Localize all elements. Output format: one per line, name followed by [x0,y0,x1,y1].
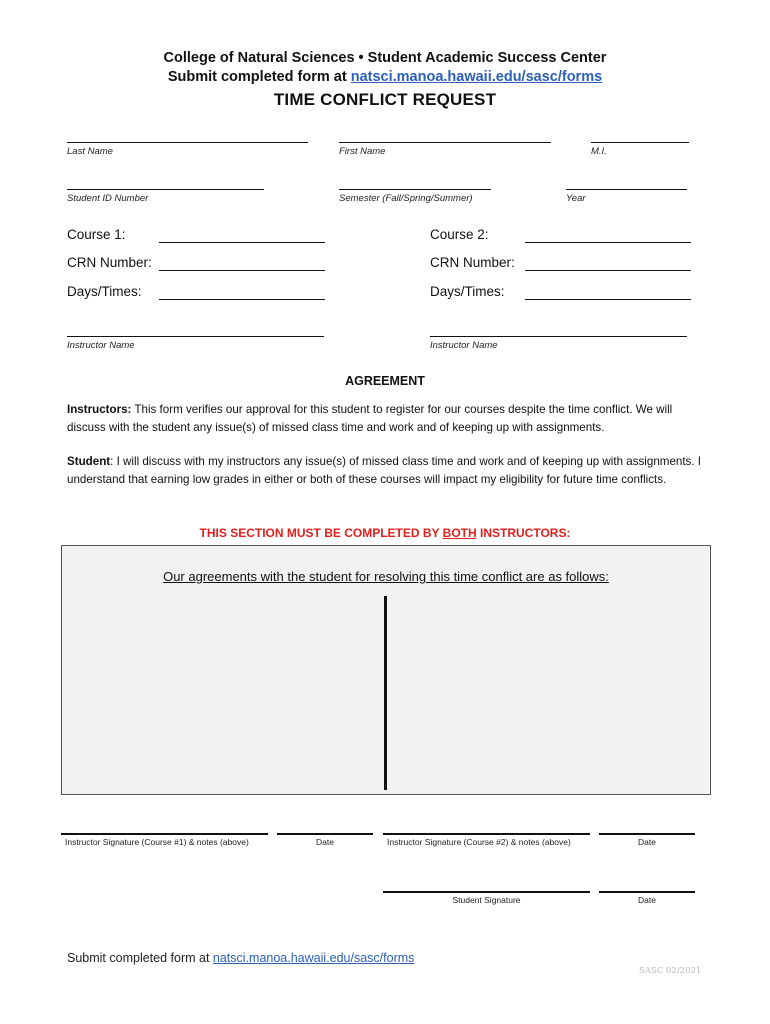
student-id-label: Student ID Number [67,193,149,204]
footer-prefix: Submit completed form at [67,951,213,965]
notice-suffix: INSTRUCTORS: [476,526,571,540]
instr1-signature-label: Instructor Signature (Course #1) & notes (above) [65,837,249,847]
footer-link[interactable]: natsci.manoa.hawaii.edu/sasc/forms [212,951,415,965]
days2-line[interactable] [525,299,691,300]
instructor1-line[interactable] [67,336,324,337]
box-divider [384,596,387,790]
year-label: Year [566,193,586,204]
instructor2-line[interactable] [430,336,687,337]
instructors-text: This form verifies our approval for this student to register for our courses despite the time conflict. We will discuss with the student any issue(s) of missed class time and work and of keeping up with assignments. [67,403,673,434]
date1-label: Date [316,837,334,847]
agreement-heading: AGREEMENT [345,374,425,388]
instructor2-label: Instructor Name [430,340,498,351]
agreements-box[interactable] [61,545,711,795]
form-title: TIME CONFLICT REQUEST [273,90,497,109]
student-signature-label: Student Signature [452,895,521,905]
last-name-label: Last Name [67,146,113,157]
year-line[interactable] [566,189,687,190]
student-paragraph [67,453,707,488]
forms-link[interactable]: natsci.manoa.hawaii.edu/sasc/forms [350,69,603,85]
instructor1-label: Instructor Name [67,340,135,351]
instructors-paragraph [67,401,707,436]
student-signature-line[interactable] [383,891,590,893]
days1-line[interactable] [159,299,325,300]
course1-line[interactable] [159,242,325,243]
date3-label: Date [638,895,656,905]
crn1-label: CRN Number: [67,255,152,270]
crn2-line[interactable] [525,270,691,271]
instructors-label: Instructors: [67,403,132,416]
footer-instructions [67,951,414,965]
days2-label: Days/Times: [430,284,505,299]
course1-label: Course 1: [67,227,126,242]
days1-label: Days/Times: [67,284,142,299]
student-id-line[interactable] [67,189,264,190]
form-code: SASC 02/2021 [639,966,702,976]
date3-line[interactable] [599,891,695,893]
student-label: Student [67,455,111,468]
instr2-signature-label: Instructor Signature (Course #2) & notes (above) [387,837,571,847]
notice-both: BOTH [442,526,477,540]
submit-prefix: Submit completed form at [167,69,351,85]
first-name-label: First Name [339,146,386,157]
student-text: : I will discuss with my instructors any issue(s) of missed class time and work and of keeping up with assignments. I understand that earning low grades in either or both of these courses will impact my eligibility for future time conflicts. [67,455,702,486]
course2-label: Course 2: [430,227,489,242]
date1-line[interactable] [277,833,373,835]
semester-label: Semester (Fall/Spring/Summer) [339,193,473,204]
last-name-line[interactable] [67,142,308,143]
instr2-signature-line[interactable] [383,833,590,835]
course2-line[interactable] [525,242,691,243]
mi-label: M.I. [591,146,607,157]
date2-line[interactable] [599,833,695,835]
notice-prefix: THIS SECTION MUST BE COMPLETED BY [199,526,443,540]
both-instructors-notice [0,526,770,540]
instr1-signature-line[interactable] [61,833,268,835]
semester-line[interactable] [339,189,491,190]
crn2-label: CRN Number: [430,255,515,270]
box-heading: Our agreements with the student for resolving this time conflict are as follows: [163,569,609,584]
submit-instructions [0,69,770,85]
first-name-line[interactable] [339,142,551,143]
date2-label: Date [638,837,656,847]
mi-line[interactable] [591,142,689,143]
college-header: College of Natural Sciences • Student Academic Success Center [163,50,607,66]
crn1-line[interactable] [159,270,325,271]
